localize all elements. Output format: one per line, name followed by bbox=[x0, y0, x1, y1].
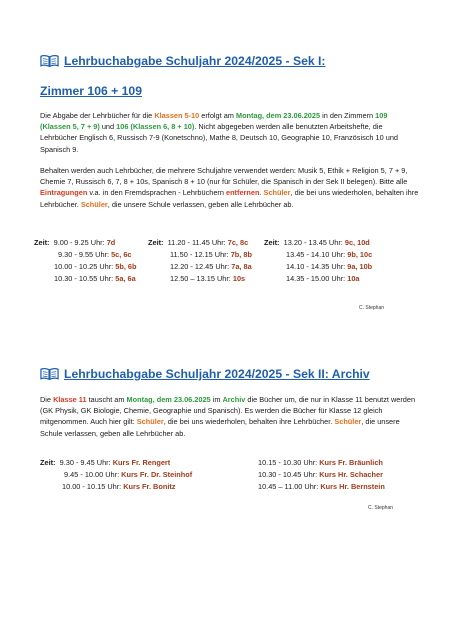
time-slot: 9.00 - 9.25 Uhr: bbox=[53, 238, 107, 247]
sek2-schedule-col2 bbox=[258, 457, 385, 493]
class-names: 7a, 8a bbox=[231, 262, 252, 271]
time-slot: 9.30 - 9.45 Uhr: bbox=[59, 458, 113, 467]
time-slot: 12.20 - 12.45 Uhr: bbox=[170, 262, 232, 271]
open-book-icon bbox=[40, 54, 59, 68]
time-slot: 10.45 – 11.00 Uhr: bbox=[258, 482, 321, 491]
text: erfolgt am bbox=[199, 111, 236, 120]
text: v.a. in den Fremdsprachen - Lehrbüchern bbox=[87, 188, 226, 198]
course-name: Kurs Fr. Dr. Steinhof bbox=[121, 470, 193, 479]
time-slot: 10.15 - 10.30 Uhr: bbox=[258, 458, 320, 467]
text: die Bücher um, die nur in Klasse 11 benutzt werden (GK Physik, GK Biologie, Chemie, Geographie und Spanisch). Es werden die Bücher für Klasse 12 gleich mitgenommen. Auch hier gilt: bbox=[40, 395, 416, 427]
sek1-heading bbox=[40, 54, 325, 68]
sek2-paragraph bbox=[40, 394, 420, 439]
course-name: Kurs Fr. Bonitz bbox=[123, 482, 176, 491]
class-names: 7c, 8c bbox=[227, 238, 249, 247]
text: , die unsere Schule verlassen, geben alle Lehrbücher ab. bbox=[40, 417, 400, 438]
zeit-label: Zeit: bbox=[148, 238, 164, 247]
sek1-paragraph-2 bbox=[40, 165, 420, 210]
time-slot: 10.00 - 10.25 Uhr: bbox=[54, 262, 116, 271]
class-names: 5a, 6a bbox=[115, 274, 136, 283]
course-name: Kurs Hr. Schacher bbox=[319, 470, 383, 479]
sek2-heading bbox=[40, 367, 370, 381]
sek1-title: Lehrbuchabgabe Schuljahr 2024/2025 - Sek I: bbox=[64, 54, 326, 68]
text: Die Abgabe der Lehrbücher für die bbox=[40, 111, 155, 120]
course-name: Kurs Hr. Bernstein bbox=[320, 482, 385, 491]
text: . bbox=[259, 188, 264, 198]
archiv-highlight: Archiv bbox=[222, 395, 246, 404]
time-slot: 10.30 - 10.45 Uhr: bbox=[258, 470, 320, 479]
eintragungen-highlight: Eintragungen bbox=[40, 188, 88, 198]
class-11-highlight: Klasse 11 bbox=[53, 395, 87, 404]
sek1-paragraph-1 bbox=[40, 110, 420, 155]
sek2-title: Lehrbuchabgabe Schuljahr 2024/2025 - Sek II: Archiv bbox=[64, 367, 370, 381]
schueler-highlight: Schüler bbox=[263, 188, 291, 198]
class-names: 7d bbox=[106, 238, 116, 247]
sek2-schedule-col1 bbox=[40, 457, 192, 493]
room-heading: Zimmer 106 + 109 bbox=[40, 84, 142, 98]
room-106-highlight: 106 (Klassen 6, 8 + 10) bbox=[116, 122, 195, 132]
time-slot: 14.10 - 14.35 Uhr: bbox=[286, 262, 348, 271]
schueler-highlight: Schüler bbox=[136, 417, 164, 427]
grades-highlight: Klassen 5-10 bbox=[154, 111, 200, 120]
text: und bbox=[99, 122, 117, 132]
text: , die bei uns wiederholen, behalten ihre Lehrbücher. bbox=[40, 188, 419, 209]
zeit-label: Zeit: bbox=[34, 238, 50, 247]
open-book-icon bbox=[40, 367, 59, 381]
author-credit: C. Stephan bbox=[359, 305, 385, 311]
class-names: 9b, 10c bbox=[347, 250, 373, 259]
schueler-highlight: Schüler bbox=[334, 417, 362, 427]
schueler-highlight: Schüler bbox=[80, 199, 108, 209]
class-names: 9a, 10b bbox=[347, 262, 373, 271]
text: im bbox=[210, 395, 223, 404]
class-names: 10a bbox=[347, 274, 360, 283]
class-names: 5c, 6c bbox=[111, 250, 132, 259]
entfernen-highlight: entfernen bbox=[225, 188, 260, 198]
text: in den Zimmern bbox=[320, 111, 376, 120]
text: . Nicht abgegeben werden alle benutzten Arbeitshefte, die Lehrbücher Englisch 6, Russisch 7-9 (Konetschno), Mathe 8, Deutsch 10, Geographie 10, Französisch 10 und Spanisch 9. bbox=[40, 122, 399, 154]
class-names: 7b, 8b bbox=[230, 250, 252, 259]
time-slot: 10.00 - 10.15 Uhr: bbox=[62, 482, 124, 491]
class-names: 10s bbox=[232, 274, 246, 283]
text: , die unsere Schule verlassen, geben alle Lehrbücher ab. bbox=[107, 199, 294, 209]
time-slot: 13.45 - 14.10 Uhr: bbox=[286, 250, 348, 259]
sek1-schedule-col1 bbox=[34, 237, 136, 285]
sek1-schedule-col2 bbox=[148, 237, 252, 285]
class-names: 5b, 6b bbox=[115, 262, 137, 271]
time-slot: 10.30 - 10.55 Uhr: bbox=[54, 274, 116, 283]
author-credit: C. Stephan bbox=[368, 505, 394, 511]
sek1-schedule-col3 bbox=[264, 237, 372, 285]
time-slot: 9.45 - 10.00 Uhr: bbox=[64, 470, 122, 479]
time-slot: 12.50 – 13.15 Uhr: bbox=[170, 274, 233, 283]
time-slot: 11.50 - 12.15 Uhr: bbox=[170, 250, 231, 259]
course-name: Kurs Fr. Bräunlich bbox=[319, 458, 383, 467]
course-name: Kurs Fr. Rengert bbox=[112, 458, 171, 467]
date-highlight: Montag, dem 23.06.2025 bbox=[235, 111, 321, 120]
time-slot: 9.30 - 9.55 Uhr: bbox=[58, 250, 112, 259]
text: , die bei uns wiederholen, behalten ihre Lehrbücher. bbox=[163, 417, 335, 427]
class-names: 9c, 10d bbox=[344, 238, 370, 247]
zeit-label: Zeit: bbox=[264, 238, 280, 247]
text: Behalten werden auch Lehrbücher, die mehrere Schuljahre verwendet werden: Musik 5, Ethik + Religion 5, 7 + 9, Chemie 7, Russisch 6, 7, 8 + 10s, Spanisch 8 + 10 (nur für Schüler, die Spanisch in der Sek II belegen). Bitte alle bbox=[40, 166, 408, 187]
text: Die bbox=[40, 395, 54, 404]
time-slot: 11.20 - 11.45 Uhr: bbox=[167, 238, 228, 247]
text: tauscht am bbox=[86, 395, 127, 404]
zeit-label: Zeit: bbox=[40, 458, 56, 467]
date-highlight: Montag, dem 23.06.2025 bbox=[126, 395, 211, 404]
time-slot: 14.35 - 15.00 Uhr: bbox=[286, 274, 348, 283]
time-slot: 13.20 - 13.45 Uhr: bbox=[283, 238, 345, 247]
room-109-highlight: 109 (Klassen 5, 7 + 9) bbox=[40, 111, 388, 132]
